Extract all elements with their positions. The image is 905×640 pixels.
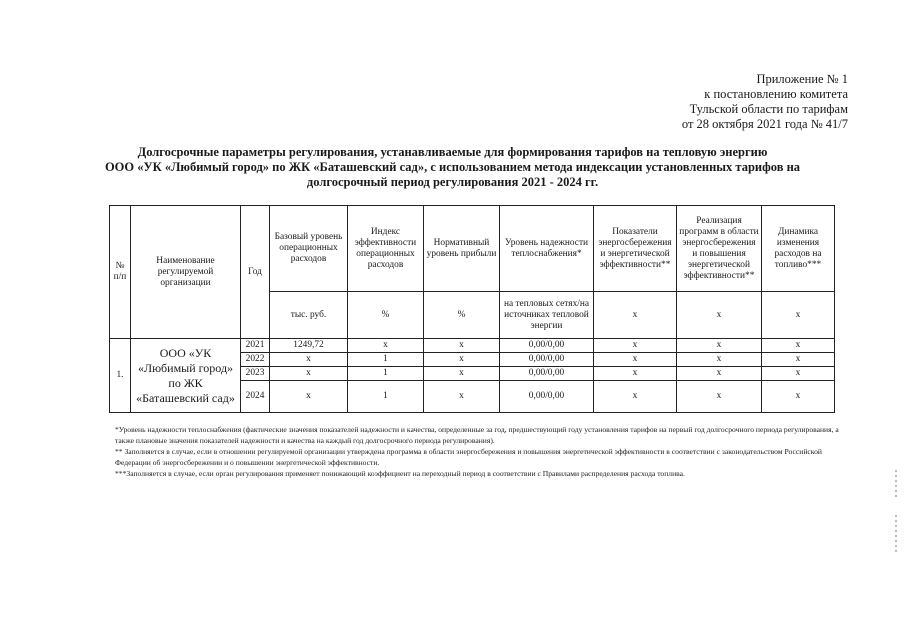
cell-base: 1249,72 [270,339,348,353]
cell-energy: x [594,381,677,413]
cell-programs: x [677,381,762,413]
appendix-block [682,72,848,132]
header-reliability: Уровень надежности теплоснабжения* [500,206,594,292]
row-number: 1. [110,339,131,413]
unit-index: % [348,292,424,339]
appendix-line: к постановлению комитета [704,87,848,101]
appendix-line: Приложение № 1 [756,72,848,86]
scan-artifact [895,515,897,555]
cell-programs: x [677,339,762,353]
unit-profit: % [424,292,500,339]
cell-profit: x [424,381,500,413]
unit-reliability: на тепловых сетях/на источниках тепловой энергии [500,292,594,339]
cell-fuel: x [762,353,835,367]
cell-index: 1 [348,381,424,413]
header-programs: Реализация программ в области энергосбережения и повышения энергетической эффективности** [677,206,762,292]
title-line: ООО «УК «Любимый город» по ЖК «Баташевский сад», с использованием метода индексации установленных тарифов на [104,160,801,174]
org-name: ООО «УК «Любимый город» по ЖК «Баташевский сад» [131,339,241,413]
header-base: Базовый уровень операционных расходов [270,206,348,292]
unit-energy: x [594,292,677,339]
header-index: Индекс эффективности операционных расходов [348,206,424,292]
cell-reliability: 0,00/0,00 [500,381,594,413]
cell-energy: x [594,353,677,367]
cell-programs: x [677,353,762,367]
footnote: *Уровень надежности теплоснабжения (фактические значения показателей надежности и качества, определенные за год, предшествующий году установления тарифов на первый год долгосрочного периода регулирования, а также плановые значения показателей надежности и качества на каждый год долгосрочного периода регулирования). [115,425,839,445]
header-energy: Показатели энергосбережения и энергетической эффективности** [594,206,677,292]
cell-index: 1 [348,353,424,367]
appendix-line: от 28 октября 2021 года № 41/7 [681,117,848,131]
cell-year: 2021 [241,339,270,353]
header-year: Год [241,206,270,339]
title-line: Долгосрочные параметры регулирования, устанавливаемые для формирования тарифов на тепловую энергию [137,145,768,159]
appendix-line: Тульской области по тарифам [689,102,848,116]
unit-programs: x [677,292,762,339]
cell-fuel: x [762,367,835,381]
cell-fuel: x [762,381,835,413]
cell-programs: x [677,367,762,381]
header-num: № п/п [110,206,131,339]
header-row [110,206,835,292]
cell-year: 2024 [241,381,270,413]
cell-year: 2022 [241,353,270,367]
document-title [100,145,805,190]
parameters-table [109,205,835,413]
cell-profit: x [424,353,500,367]
cell-year: 2023 [241,367,270,381]
cell-profit: x [424,367,500,381]
cell-energy: x [594,367,677,381]
cell-reliability: 0,00/0,00 [500,339,594,353]
scan-artifact [895,470,897,500]
cell-energy: x [594,339,677,353]
cell-reliability: 0,00/0,00 [500,353,594,367]
cell-profit: x [424,339,500,353]
cell-index: 1 [348,367,424,381]
footnotes [115,424,850,479]
cell-base: x [270,367,348,381]
header-org: Наименование регулируемой организации [131,206,241,339]
cell-base: x [270,353,348,367]
unit-base: тыс. руб. [270,292,348,339]
footnote: ***Заполняется в случае, если орган регулирования применяет понижающий коэффициент на переходный период в соответствии с Правилами распределения расхода топлива. [115,469,685,478]
unit-fuel: x [762,292,835,339]
cell-index: x [348,339,424,353]
cell-base: x [270,381,348,413]
cell-fuel: x [762,339,835,353]
footnote: ** Заполняется в случае, если в отношении регулируемой организации утверждена программа в области энергосбережения и повышения энергетической эффективности в соответствии с законодательством Российской Федерации об энергосбережении и о повышении энергетической эффективности. [115,447,822,467]
header-fuel: Динамика изменения расходов на топливо*** [762,206,835,292]
table-row [110,339,835,353]
title-line: долгосрочный период регулирования 2021 - 2024 гг. [306,175,599,189]
header-profit: Нормативный уровень прибыли [424,206,500,292]
cell-reliability: 0,00/0,00 [500,367,594,381]
